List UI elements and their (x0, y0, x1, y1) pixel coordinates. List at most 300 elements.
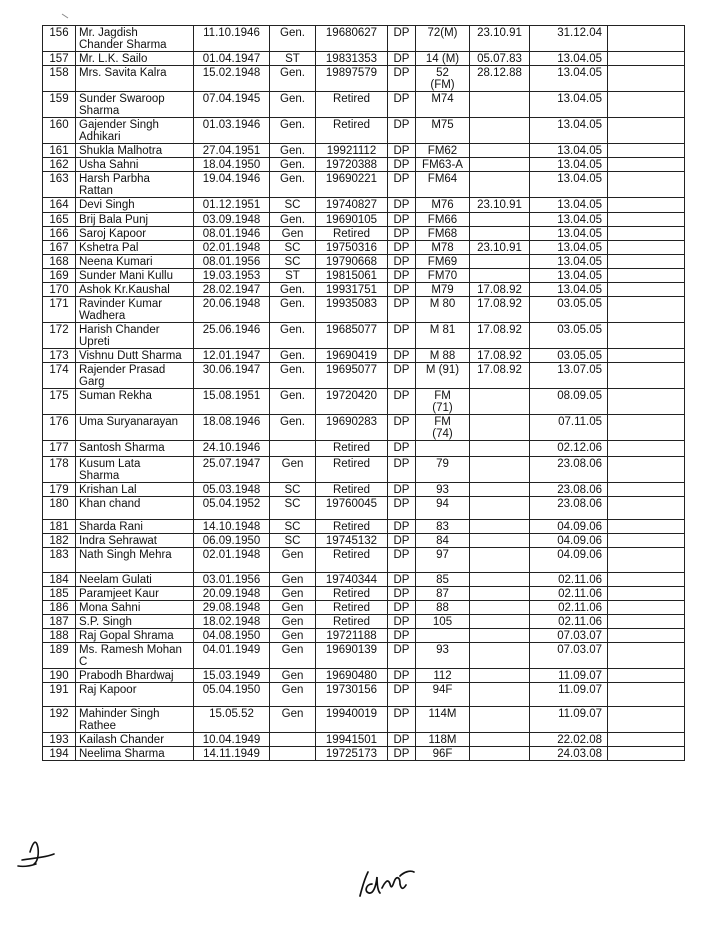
category-cell: Gen. (270, 283, 316, 297)
serial-number-cell: 192 (43, 707, 76, 733)
serial-number-cell: 172 (43, 323, 76, 349)
employee-name-cell: Kusum Lata Sharma (76, 457, 194, 483)
date-of-birth-cell: 04.01.1949 (194, 643, 270, 669)
category-cell: SC (270, 198, 316, 213)
date-of-birth-cell: 11.10.1946 (194, 26, 270, 52)
employee-id-cell: Retired (316, 587, 388, 601)
post-number-cell: 96F (416, 747, 470, 761)
date-of-birth-cell: 01.12.1951 (194, 198, 270, 213)
employee-id-cell: 19695077 (316, 363, 388, 389)
post-number-cell: FM63-A (416, 158, 470, 172)
employee-id-cell: 19760045 (316, 497, 388, 520)
serial-number-cell: 174 (43, 363, 76, 389)
post-number-cell: 85 (416, 573, 470, 587)
serial-number-cell: 191 (43, 683, 76, 707)
serial-number-cell: 175 (43, 389, 76, 415)
joining-date-cell: 11.09.07 (530, 683, 608, 707)
post-number-cell: 97 (416, 548, 470, 573)
category-cell: Gen (270, 683, 316, 707)
employee-name-cell: Mr. Jagdish Chander Sharma (76, 26, 194, 52)
post-number-cell: 118M (416, 733, 470, 747)
employee-name-cell: Neelam Gulati (76, 573, 194, 587)
joining-date-cell: 13.07.05 (530, 363, 608, 389)
joining-date-cell: 22.02.08 (530, 733, 608, 747)
employee-id-cell: 19730156 (316, 683, 388, 707)
employee-name-cell: Shukla Malhotra (76, 144, 194, 158)
post-number-cell: FM64 (416, 172, 470, 198)
date-of-birth-cell: 10.04.1949 (194, 733, 270, 747)
date-of-birth-cell: 20.06.1948 (194, 297, 270, 323)
serial-number-cell: 187 (43, 615, 76, 629)
date-of-birth-cell: 28.02.1947 (194, 283, 270, 297)
employee-id-cell: Retired (316, 548, 388, 573)
employee-id-cell: 19690283 (316, 415, 388, 441)
stray-mark (62, 14, 68, 18)
dp-cell: DP (388, 707, 416, 733)
date-of-birth-cell: 14.10.1948 (194, 520, 270, 534)
post-number-cell: 79 (416, 457, 470, 483)
dp-cell: DP (388, 172, 416, 198)
joining-date-cell: 13.04.05 (530, 144, 608, 158)
category-cell: Gen. (270, 158, 316, 172)
serial-number-cell: 168 (43, 255, 76, 269)
joining-date-cell: 13.04.05 (530, 227, 608, 241)
employee-name-cell: Krishan Lal (76, 483, 194, 497)
dp-cell: DP (388, 587, 416, 601)
employee-id-cell: Retired (316, 457, 388, 483)
post-number-cell: 87 (416, 587, 470, 601)
employee-id-cell: 19750316 (316, 241, 388, 255)
promotion-date-cell: 23.10.91 (470, 198, 530, 213)
category-cell: Gen. (270, 118, 316, 144)
dp-cell: DP (388, 52, 416, 66)
dp-cell: DP (388, 363, 416, 389)
dp-cell: DP (388, 283, 416, 297)
post-number-cell: 84 (416, 534, 470, 548)
date-of-birth-cell: 15.02.1948 (194, 66, 270, 92)
date-of-birth-cell: 15.05.52 (194, 707, 270, 733)
dp-cell: DP (388, 144, 416, 158)
joining-date-cell: 13.04.05 (530, 52, 608, 66)
employee-id-cell: Retired (316, 227, 388, 241)
post-number-cell: 112 (416, 669, 470, 683)
date-of-birth-cell: 01.04.1947 (194, 52, 270, 66)
joining-date-cell: 13.04.05 (530, 158, 608, 172)
post-number-cell: M76 (416, 198, 470, 213)
employee-name-cell: Kailash Chander (76, 733, 194, 747)
promotion-date-cell: 05.07.83 (470, 52, 530, 66)
employee-id-cell: 19931751 (316, 283, 388, 297)
dp-cell: DP (388, 323, 416, 349)
post-number-cell: FM (74) (416, 415, 470, 441)
dp-cell: DP (388, 26, 416, 52)
joining-date-cell: 02.11.06 (530, 601, 608, 615)
joining-date-cell: 13.04.05 (530, 118, 608, 144)
employee-name-cell: Raj Kapoor (76, 683, 194, 707)
post-number-cell: M (91) (416, 363, 470, 389)
employee-id-cell: Retired (316, 520, 388, 534)
employee-name-cell: Devi Singh (76, 198, 194, 213)
employee-id-cell: 19725173 (316, 747, 388, 761)
date-of-birth-cell: 19.03.1953 (194, 269, 270, 283)
joining-date-cell: 13.04.05 (530, 255, 608, 269)
category-cell: Gen (270, 629, 316, 643)
employee-name-cell: Usha Sahni (76, 158, 194, 172)
employee-id-cell: 19720420 (316, 389, 388, 415)
joining-date-cell: 13.04.05 (530, 213, 608, 227)
date-of-birth-cell: 12.01.1947 (194, 349, 270, 363)
employee-name-cell: S.P. Singh (76, 615, 194, 629)
category-cell: Gen (270, 669, 316, 683)
category-cell: SC (270, 255, 316, 269)
employee-name-cell: Sharda Rani (76, 520, 194, 534)
employee-id-cell: Retired (316, 615, 388, 629)
dp-cell: DP (388, 683, 416, 707)
serial-number-cell: 164 (43, 198, 76, 213)
joining-date-cell: 04.09.06 (530, 548, 608, 573)
date-of-birth-cell: 08.01.1956 (194, 255, 270, 269)
dp-cell: DP (388, 441, 416, 457)
date-of-birth-cell: 03.01.1956 (194, 573, 270, 587)
serial-number-cell: 160 (43, 118, 76, 144)
dp-cell: DP (388, 297, 416, 323)
promotion-date-cell: 28.12.88 (470, 66, 530, 92)
post-number-cell: FM66 (416, 213, 470, 227)
serial-number-cell: 165 (43, 213, 76, 227)
employee-name-cell: Harsh Parbha Rattan (76, 172, 194, 198)
serial-number-cell: 171 (43, 297, 76, 323)
category-cell: SC (270, 241, 316, 255)
joining-date-cell: 13.04.05 (530, 269, 608, 283)
category-cell: Gen. (270, 92, 316, 118)
joining-date-cell: 04.09.06 (530, 534, 608, 548)
post-number-cell: 94F (416, 683, 470, 707)
serial-number-cell: 178 (43, 457, 76, 483)
dp-cell: DP (388, 747, 416, 761)
dp-cell: DP (388, 601, 416, 615)
employee-id-cell: Retired (316, 441, 388, 457)
employee-name-cell: Ms. Ramesh Mohan C (76, 643, 194, 669)
category-cell: Gen. (270, 213, 316, 227)
date-of-birth-cell: 18.04.1950 (194, 158, 270, 172)
dp-cell: DP (388, 520, 416, 534)
category-cell: Gen. (270, 363, 316, 389)
serial-number-cell: 157 (43, 52, 76, 66)
employee-name-cell: Paramjeet Kaur (76, 587, 194, 601)
dp-cell: DP (388, 198, 416, 213)
post-number-cell: 52 (FM) (416, 66, 470, 92)
employee-name-cell: Harish Chander Upreti (76, 323, 194, 349)
employee-id-cell: Retired (316, 118, 388, 144)
serial-number-cell: 169 (43, 269, 76, 283)
dp-cell: DP (388, 483, 416, 497)
employee-id-cell: 19831353 (316, 52, 388, 66)
post-number-cell: M78 (416, 241, 470, 255)
serial-number-cell: 179 (43, 483, 76, 497)
serial-number-cell: 166 (43, 227, 76, 241)
post-number-cell: 72(M) (416, 26, 470, 52)
category-cell: Gen. (270, 66, 316, 92)
serial-number-cell: 189 (43, 643, 76, 669)
date-of-birth-cell: 29.08.1948 (194, 601, 270, 615)
employee-name-cell: Mrs. Savita Kalra (76, 66, 194, 92)
serial-number-cell: 176 (43, 415, 76, 441)
joining-date-cell: 07.03.07 (530, 643, 608, 669)
employee-id-cell: 19941501 (316, 733, 388, 747)
category-cell: Gen (270, 457, 316, 483)
date-of-birth-cell: 07.04.1945 (194, 92, 270, 118)
post-number-cell: M79 (416, 283, 470, 297)
dp-cell: DP (388, 158, 416, 172)
serial-number-cell: 156 (43, 26, 76, 52)
employee-name-cell: Neena Kumari (76, 255, 194, 269)
post-number-cell: M 80 (416, 297, 470, 323)
joining-date-cell: 13.04.05 (530, 66, 608, 92)
joining-date-cell: 31.12.04 (530, 26, 608, 52)
joining-date-cell: 03.05.05 (530, 297, 608, 323)
serial-number-cell: 188 (43, 629, 76, 643)
joining-date-cell: 13.04.05 (530, 92, 608, 118)
serial-number-cell: 167 (43, 241, 76, 255)
promotion-date-cell: 23.10.91 (470, 241, 530, 255)
dp-cell: DP (388, 534, 416, 548)
date-of-birth-cell: 08.01.1946 (194, 227, 270, 241)
employee-id-cell: 19897579 (316, 66, 388, 92)
signature (360, 871, 414, 896)
date-of-birth-cell: 05.04.1952 (194, 497, 270, 520)
dp-cell: DP (388, 629, 416, 643)
post-number-cell: FM62 (416, 144, 470, 158)
dp-cell: DP (388, 227, 416, 241)
date-of-birth-cell: 18.02.1948 (194, 615, 270, 629)
joining-date-cell: 11.09.07 (530, 707, 608, 733)
serial-number-cell: 184 (43, 573, 76, 587)
promotion-date-cell: 17.08.92 (470, 297, 530, 323)
employee-name-cell: Mr. L.K. Sailo (76, 52, 194, 66)
category-cell: Gen (270, 227, 316, 241)
date-of-birth-cell: 27.04.1951 (194, 144, 270, 158)
serial-number-cell: 159 (43, 92, 76, 118)
promotion-date-cell: 17.08.92 (470, 283, 530, 297)
joining-date-cell: 02.11.06 (530, 587, 608, 601)
post-number-cell: 14 (M) (416, 52, 470, 66)
category-cell: Gen (270, 643, 316, 669)
joining-date-cell: 02.11.06 (530, 573, 608, 587)
serial-number-cell: 173 (43, 349, 76, 363)
dp-cell: DP (388, 457, 416, 483)
employee-id-cell: 19690419 (316, 349, 388, 363)
serial-number-cell: 170 (43, 283, 76, 297)
employee-name-cell: Vishnu Dutt Sharma (76, 349, 194, 363)
category-cell: Gen (270, 573, 316, 587)
joining-date-cell: 13.04.05 (530, 198, 608, 213)
category-cell: Gen. (270, 144, 316, 158)
category-cell: Gen. (270, 297, 316, 323)
joining-date-cell: 24.03.08 (530, 747, 608, 761)
employee-id-cell: Retired (316, 483, 388, 497)
dp-cell: DP (388, 118, 416, 144)
promotion-date-cell: 17.08.92 (470, 349, 530, 363)
dp-cell: DP (388, 615, 416, 629)
dp-cell: DP (388, 733, 416, 747)
date-of-birth-cell: 05.04.1950 (194, 683, 270, 707)
post-number-cell: FM (71) (416, 389, 470, 415)
employee-id-cell: Retired (316, 92, 388, 118)
employee-name-cell: Saroj Kapoor (76, 227, 194, 241)
employee-name-cell: Nath Singh Mehra (76, 548, 194, 573)
employee-id-cell: 19690105 (316, 213, 388, 227)
date-of-birth-cell: 25.06.1946 (194, 323, 270, 349)
dp-cell: DP (388, 669, 416, 683)
category-cell: Gen. (270, 26, 316, 52)
category-cell: Gen. (270, 172, 316, 198)
employee-name-cell: Ravinder Kumar Wadhera (76, 297, 194, 323)
joining-date-cell: 03.05.05 (530, 349, 608, 363)
post-number-cell: M74 (416, 92, 470, 118)
date-of-birth-cell: 25.07.1947 (194, 457, 270, 483)
serial-number-cell: 177 (43, 441, 76, 457)
category-cell: SC (270, 483, 316, 497)
employee-id-cell: 19690221 (316, 172, 388, 198)
dp-cell: DP (388, 389, 416, 415)
category-cell: Gen (270, 707, 316, 733)
employee-id-cell: 19740827 (316, 198, 388, 213)
date-of-birth-cell: 03.09.1948 (194, 213, 270, 227)
joining-date-cell: 03.05.05 (530, 323, 608, 349)
promotion-date-cell: 23.10.91 (470, 26, 530, 52)
category-cell: Gen. (270, 323, 316, 349)
date-of-birth-cell: 19.04.1946 (194, 172, 270, 198)
employee-id-cell: 19815061 (316, 269, 388, 283)
date-of-birth-cell: 14.11.1949 (194, 747, 270, 761)
category-cell: Gen. (270, 389, 316, 415)
employee-id-cell: 19721188 (316, 629, 388, 643)
post-number-cell: M75 (416, 118, 470, 144)
dp-cell: DP (388, 66, 416, 92)
employee-id-cell: 19685077 (316, 323, 388, 349)
serial-number-cell: 186 (43, 601, 76, 615)
category-cell: ST (270, 269, 316, 283)
post-number-cell: FM68 (416, 227, 470, 241)
employee-name-cell: Sunder Mani Kullu (76, 269, 194, 283)
serial-number-cell: 181 (43, 520, 76, 534)
joining-date-cell: 23.08.06 (530, 497, 608, 520)
dp-cell: DP (388, 573, 416, 587)
employee-name-cell: Ashok Kr.Kaushal (76, 283, 194, 297)
date-of-birth-cell: 06.09.1950 (194, 534, 270, 548)
serial-number-cell: 162 (43, 158, 76, 172)
dp-cell: DP (388, 255, 416, 269)
date-of-birth-cell: 04.08.1950 (194, 629, 270, 643)
category-cell: Gen (270, 587, 316, 601)
dp-cell: DP (388, 269, 416, 283)
employee-name-cell: Mona Sahni (76, 601, 194, 615)
category-cell: SC (270, 520, 316, 534)
promotion-date-cell: 17.08.92 (470, 323, 530, 349)
employee-id-cell: 19690480 (316, 669, 388, 683)
date-of-birth-cell: 18.08.1946 (194, 415, 270, 441)
employee-name-cell: Rajender Prasad Garg (76, 363, 194, 389)
date-of-birth-cell: 15.03.1949 (194, 669, 270, 683)
post-number-cell: 105 (416, 615, 470, 629)
employee-name-cell: Uma Suryanarayan (76, 415, 194, 441)
date-of-birth-cell: 24.10.1946 (194, 441, 270, 457)
serial-number-cell: 163 (43, 172, 76, 198)
employee-name-cell: Gajender Singh Adhikari (76, 118, 194, 144)
joining-date-cell: 13.04.05 (530, 172, 608, 198)
dp-cell: DP (388, 241, 416, 255)
promotion-date-cell: 17.08.92 (470, 363, 530, 389)
serial-number-cell: 183 (43, 548, 76, 573)
date-of-birth-cell: 05.03.1948 (194, 483, 270, 497)
joining-date-cell: 04.09.06 (530, 520, 608, 534)
employee-id-cell: Retired (316, 601, 388, 615)
date-of-birth-cell: 02.01.1948 (194, 548, 270, 573)
employee-name-cell: Prabodh Bhardwaj (76, 669, 194, 683)
serial-number-cell: 161 (43, 144, 76, 158)
dp-cell: DP (388, 643, 416, 669)
joining-date-cell: 23.08.06 (530, 457, 608, 483)
employee-id-cell: 19680627 (316, 26, 388, 52)
initials-mark-left (18, 842, 54, 866)
category-cell: Gen. (270, 349, 316, 363)
dp-cell: DP (388, 349, 416, 363)
date-of-birth-cell: 20.09.1948 (194, 587, 270, 601)
category-cell: Gen (270, 615, 316, 629)
joining-date-cell: 07.03.07 (530, 629, 608, 643)
joining-date-cell: 13.04.05 (530, 241, 608, 255)
post-number-cell: FM70 (416, 269, 470, 283)
employee-name-cell: Khan chand (76, 497, 194, 520)
serial-number-cell: 185 (43, 587, 76, 601)
category-cell: SC (270, 497, 316, 520)
employee-name-cell: Kshetra Pal (76, 241, 194, 255)
employee-name-cell: Sunder Swaroop Sharma (76, 92, 194, 118)
employee-id-cell: 19935083 (316, 297, 388, 323)
post-number-cell: 83 (416, 520, 470, 534)
joining-date-cell: 07.11.05 (530, 415, 608, 441)
employee-id-cell: 19921112 (316, 144, 388, 158)
category-cell: ST (270, 52, 316, 66)
date-of-birth-cell: 15.08.1951 (194, 389, 270, 415)
post-number-cell: M 81 (416, 323, 470, 349)
serial-number-cell: 194 (43, 747, 76, 761)
serial-number-cell: 190 (43, 669, 76, 683)
employee-id-cell: 19745132 (316, 534, 388, 548)
joining-date-cell: 02.11.06 (530, 615, 608, 629)
serial-number-cell: 180 (43, 497, 76, 520)
category-cell: Gen (270, 601, 316, 615)
employee-id-cell: 19740344 (316, 573, 388, 587)
dp-cell: DP (388, 497, 416, 520)
serial-number-cell: 193 (43, 733, 76, 747)
serial-number-cell: 158 (43, 66, 76, 92)
employee-name-cell: Brij Bala Punj (76, 213, 194, 227)
serial-number-cell: 182 (43, 534, 76, 548)
post-number-cell: FM69 (416, 255, 470, 269)
post-number-cell: M 88 (416, 349, 470, 363)
dp-cell: DP (388, 548, 416, 573)
date-of-birth-cell: 02.01.1948 (194, 241, 270, 255)
category-cell: Gen (270, 548, 316, 573)
employee-id-cell: 19940019 (316, 707, 388, 733)
post-number-cell: 93 (416, 643, 470, 669)
joining-date-cell: 08.09.05 (530, 389, 608, 415)
category-cell: SC (270, 534, 316, 548)
employee-id-cell: 19690139 (316, 643, 388, 669)
dp-cell: DP (388, 415, 416, 441)
dp-cell: DP (388, 92, 416, 118)
